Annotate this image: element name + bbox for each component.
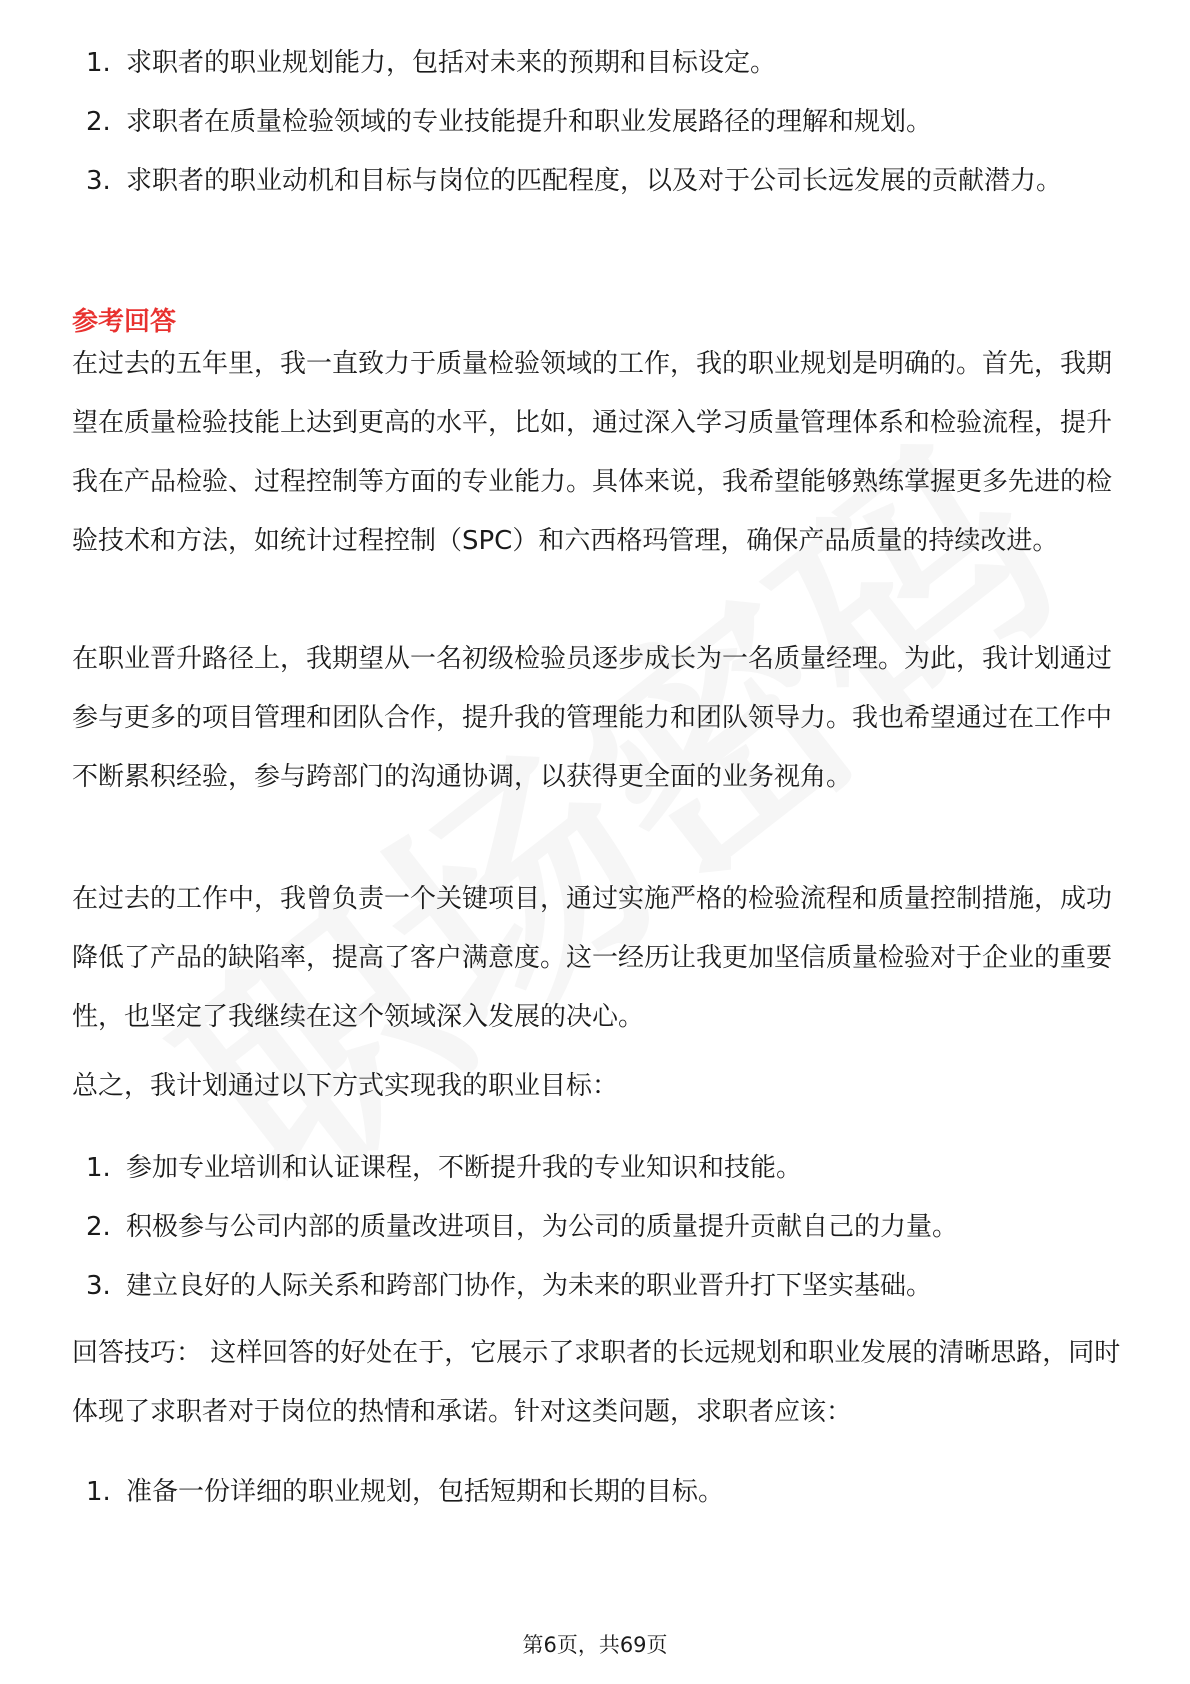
section-heading: 参考回答 bbox=[72, 307, 177, 337]
question-focus-list bbox=[72, 34, 1122, 211]
list-number: 2. bbox=[86, 1212, 111, 1242]
list-item bbox=[72, 152, 1122, 211]
list-text: 求职者的职业动机和目标与岗位的匹配程度，以及对于公司长远发展的贡献潜力。 bbox=[126, 166, 1063, 196]
list-text: 求职者在质量检验领域的专业技能提升和职业发展路径的理解和规划。 bbox=[126, 107, 933, 137]
list-item bbox=[72, 1198, 1122, 1257]
list-item bbox=[72, 93, 1122, 152]
list-text: 积极参与公司内部的质量改进项目，为公司的质量提升贡献自己的力量。 bbox=[126, 1212, 959, 1242]
list-text: 参加专业培训和认证课程，不断提升我的专业知识和技能。 bbox=[126, 1153, 803, 1183]
list-item bbox=[72, 1463, 1122, 1522]
paragraph: 在过去的五年里，我一直致力于质量检验领域的工作，我的职业规划是明确的。首先，我期望在质量检验技能上达到更高的水平，比如，通过深入学习质量管理体系和检验流程，提升我在产品检验、过程控制等方面的专业能力。具体来说，我希望能够熟练掌握更多先进的检验技术和方法，如统计过程控制（SPC）和六西格玛管理，确保产品质量的持续改进。 bbox=[72, 349, 1113, 556]
list-number: 1. bbox=[86, 1153, 111, 1183]
list-item bbox=[72, 34, 1122, 93]
list-item bbox=[72, 1139, 1122, 1198]
list-text: 准备一份详细的职业规划，包括短期和长期的目标。 bbox=[126, 1477, 725, 1507]
list-text: 建立良好的人际关系和跨部门协作，为未来的职业晋升打下坚实基础。 bbox=[126, 1271, 933, 1301]
paragraph: 在过去的工作中，我曾负责一个关键项目，通过实施严格的检验流程和质量控制措施，成功降低了产品的缺陷率，提高了客户满意度。这一经历让我更加坚信质量检验对于企业的重要性，也坚定了我继续在这个领域深入发展的决心。 bbox=[72, 884, 1113, 1032]
list-number: 1. bbox=[86, 48, 111, 78]
list-number: 1. bbox=[86, 1477, 111, 1507]
paragraph: 在职业晋升路径上，我期望从一名初级检验员逐步成长为一名质量经理。为此，我计划通过参与更多的项目管理和团队合作，提升我的管理能力和团队领导力。我也希望通过在工作中不断累积经验，参与跨部门的沟通协调，以获得更全面的业务视角。 bbox=[72, 644, 1113, 792]
page-number-footer: 第6页，共69页 bbox=[522, 1633, 668, 1657]
answer-tips: 回答技巧： 这样回答的好处在于，它展示了求职者的长远规划和职业发展的清晰思路，同时体现了求职者对于岗位的热情和承诺。针对这类问题，求职者应该： bbox=[72, 1338, 1121, 1427]
list-number: 3. bbox=[86, 1271, 111, 1301]
list-number: 2. bbox=[86, 107, 111, 137]
paragraph: 总之，我计划通过以下方式实现我的职业目标： bbox=[72, 1071, 619, 1101]
tips-list bbox=[72, 1463, 1122, 1522]
list-number: 3. bbox=[86, 166, 111, 196]
list-text: 求职者的职业规划能力，包括对未来的预期和目标设定。 bbox=[126, 48, 777, 78]
list-item bbox=[72, 1257, 1122, 1316]
career-goals-list bbox=[72, 1139, 1122, 1316]
